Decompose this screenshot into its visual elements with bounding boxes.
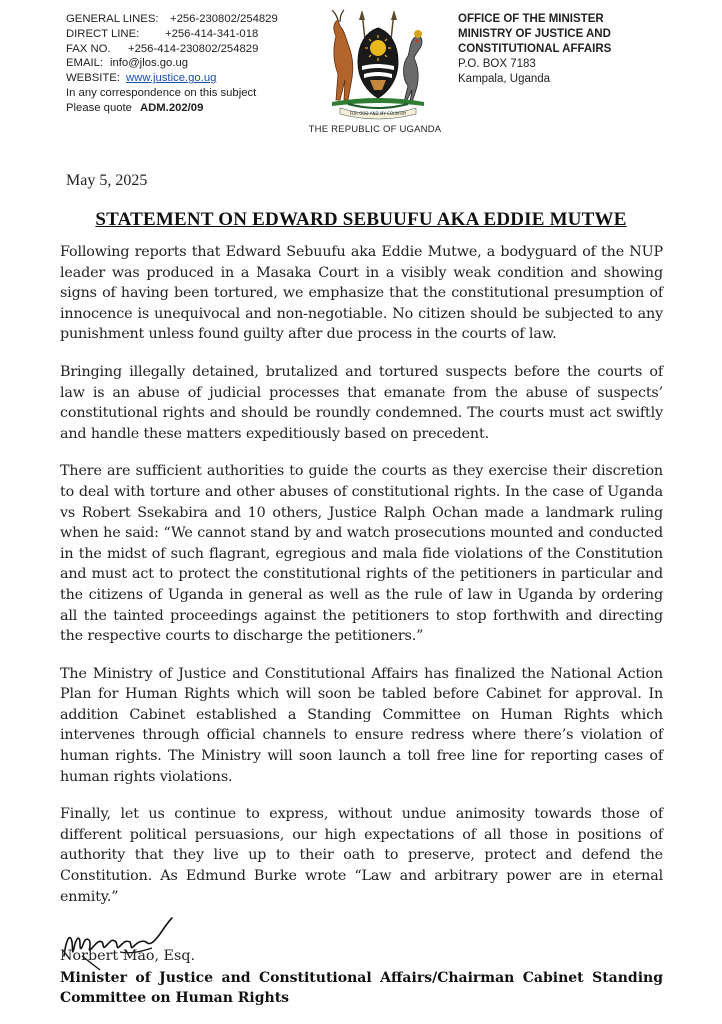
paragraph: Following reports that Edward Sebuufu aka Eddie Mutwe, a bodyguard of the NUP leader was produced in a Masaka Court in a visibly weak condition and showing signs of having been tortured, we emphasize that the constitutional presumption of innocence is unequivocal and non-negotiable. No citizen should be subjected to any punishment unless found guilty after due process in the courts of law. [60,244,663,343]
letter-date: May 5, 2025 [66,172,148,189]
quote-reference: Please quote ADM.202/09 [66,101,204,114]
coat-of-arms-motto: FOR GOD AND MY COUNTRY [349,111,407,116]
republic-label: THE REPUBLIC OF UGANDA [308,124,442,135]
paragraph: Bringing illegally detained, brutalized and tortured suspects before the courts of law is an abuse of judicial processes that emanate from the abuse of suspects’ constitutional rights and should be roundly condemned. The courts must act swiftly and handle these matters expeditiously based on precedent. [60,363,663,442]
paragraph: Finally, let us continue to express, without undue animosity towards those of different political persuasions, our high expectations of all those in positions of authority that they live up to their oath to preserve, protect and defend the Constitution. As Edmund Burke wrote “Law and arbitrary power are in eternal enmity.” [60,806,663,905]
website-link[interactable]: www.justice.go.ug [126,72,217,85]
office-block [458,12,708,87]
general-lines: GENERAL LINES: +256-230802/254829 [66,13,278,25]
statement-body [60,242,663,924]
po-box-line: P.O. BOX 7183 [458,58,536,70]
reference-number: ADM.202/09 [139,101,204,114]
paragraph: The Ministry of Justice and Constitutional Affairs has finalized the National Action Plan for Human Rights which will soon be tabled before Cabinet for approval. In addition Cabinet established a Standing Committee on Human Rights which intervenes through official channels to ensure redress where there’s violation of human rights. The Ministry will soon launch a toll free line for reporting cases of human rights violations. [60,665,663,785]
fax-line: FAX NO. +256-414-230802/254829 [66,42,259,55]
signer-title: Minister of Justice and Constitutional Affairs/Chairman Cabinet Standing Committee on Human Rights [60,970,663,1006]
office-line: OFFICE OF THE MINISTER [458,13,604,25]
department-line: CONSTITUTIONAL AFFAIRS [458,43,612,55]
correspondence-note: In any correspondence on this subject [66,86,257,99]
direct-line: DIRECT LINE: +256-414-341-018 [66,27,259,40]
city-line: Kampala, Uganda [458,73,551,85]
paragraph: There are sufficient authorities to guide the courts as they exercise their discretion to deal with torture and other abuses of constitutional rights. In the case of Uganda vs Robert Ssekabira and 10 others, Justice Ralph Ochan made a landmark ruling when he said: “We cannot stand by and watch prosecutions mounted and conducted in the midst of such flagrant, egregious and mala fide violations of the Constitution and must act to protect the constitutional rights of the petitioners in particular and the citizens of Uganda in general as well as the rule of law in Uganda by ordering all the tainted proceedings against the petitioners to stop forthwith and directing the respective courts to discharge the petitioners.” [60,463,663,645]
statement-title: STATEMENT ON EDWARD SEBUUFU AKA EDDIE MUTWE [95,209,627,230]
signer-name: Norbert Mao, Esq. [60,948,196,964]
ministry-line: MINISTRY OF JUSTICE AND [458,28,611,40]
coat-of-arms-emblem [318,8,438,120]
contact-block [66,12,316,116]
website-line: WEBSITE: www.justice.go.ug [66,72,217,85]
email-line: EMAIL: info@jlos.go.ug [66,57,189,70]
